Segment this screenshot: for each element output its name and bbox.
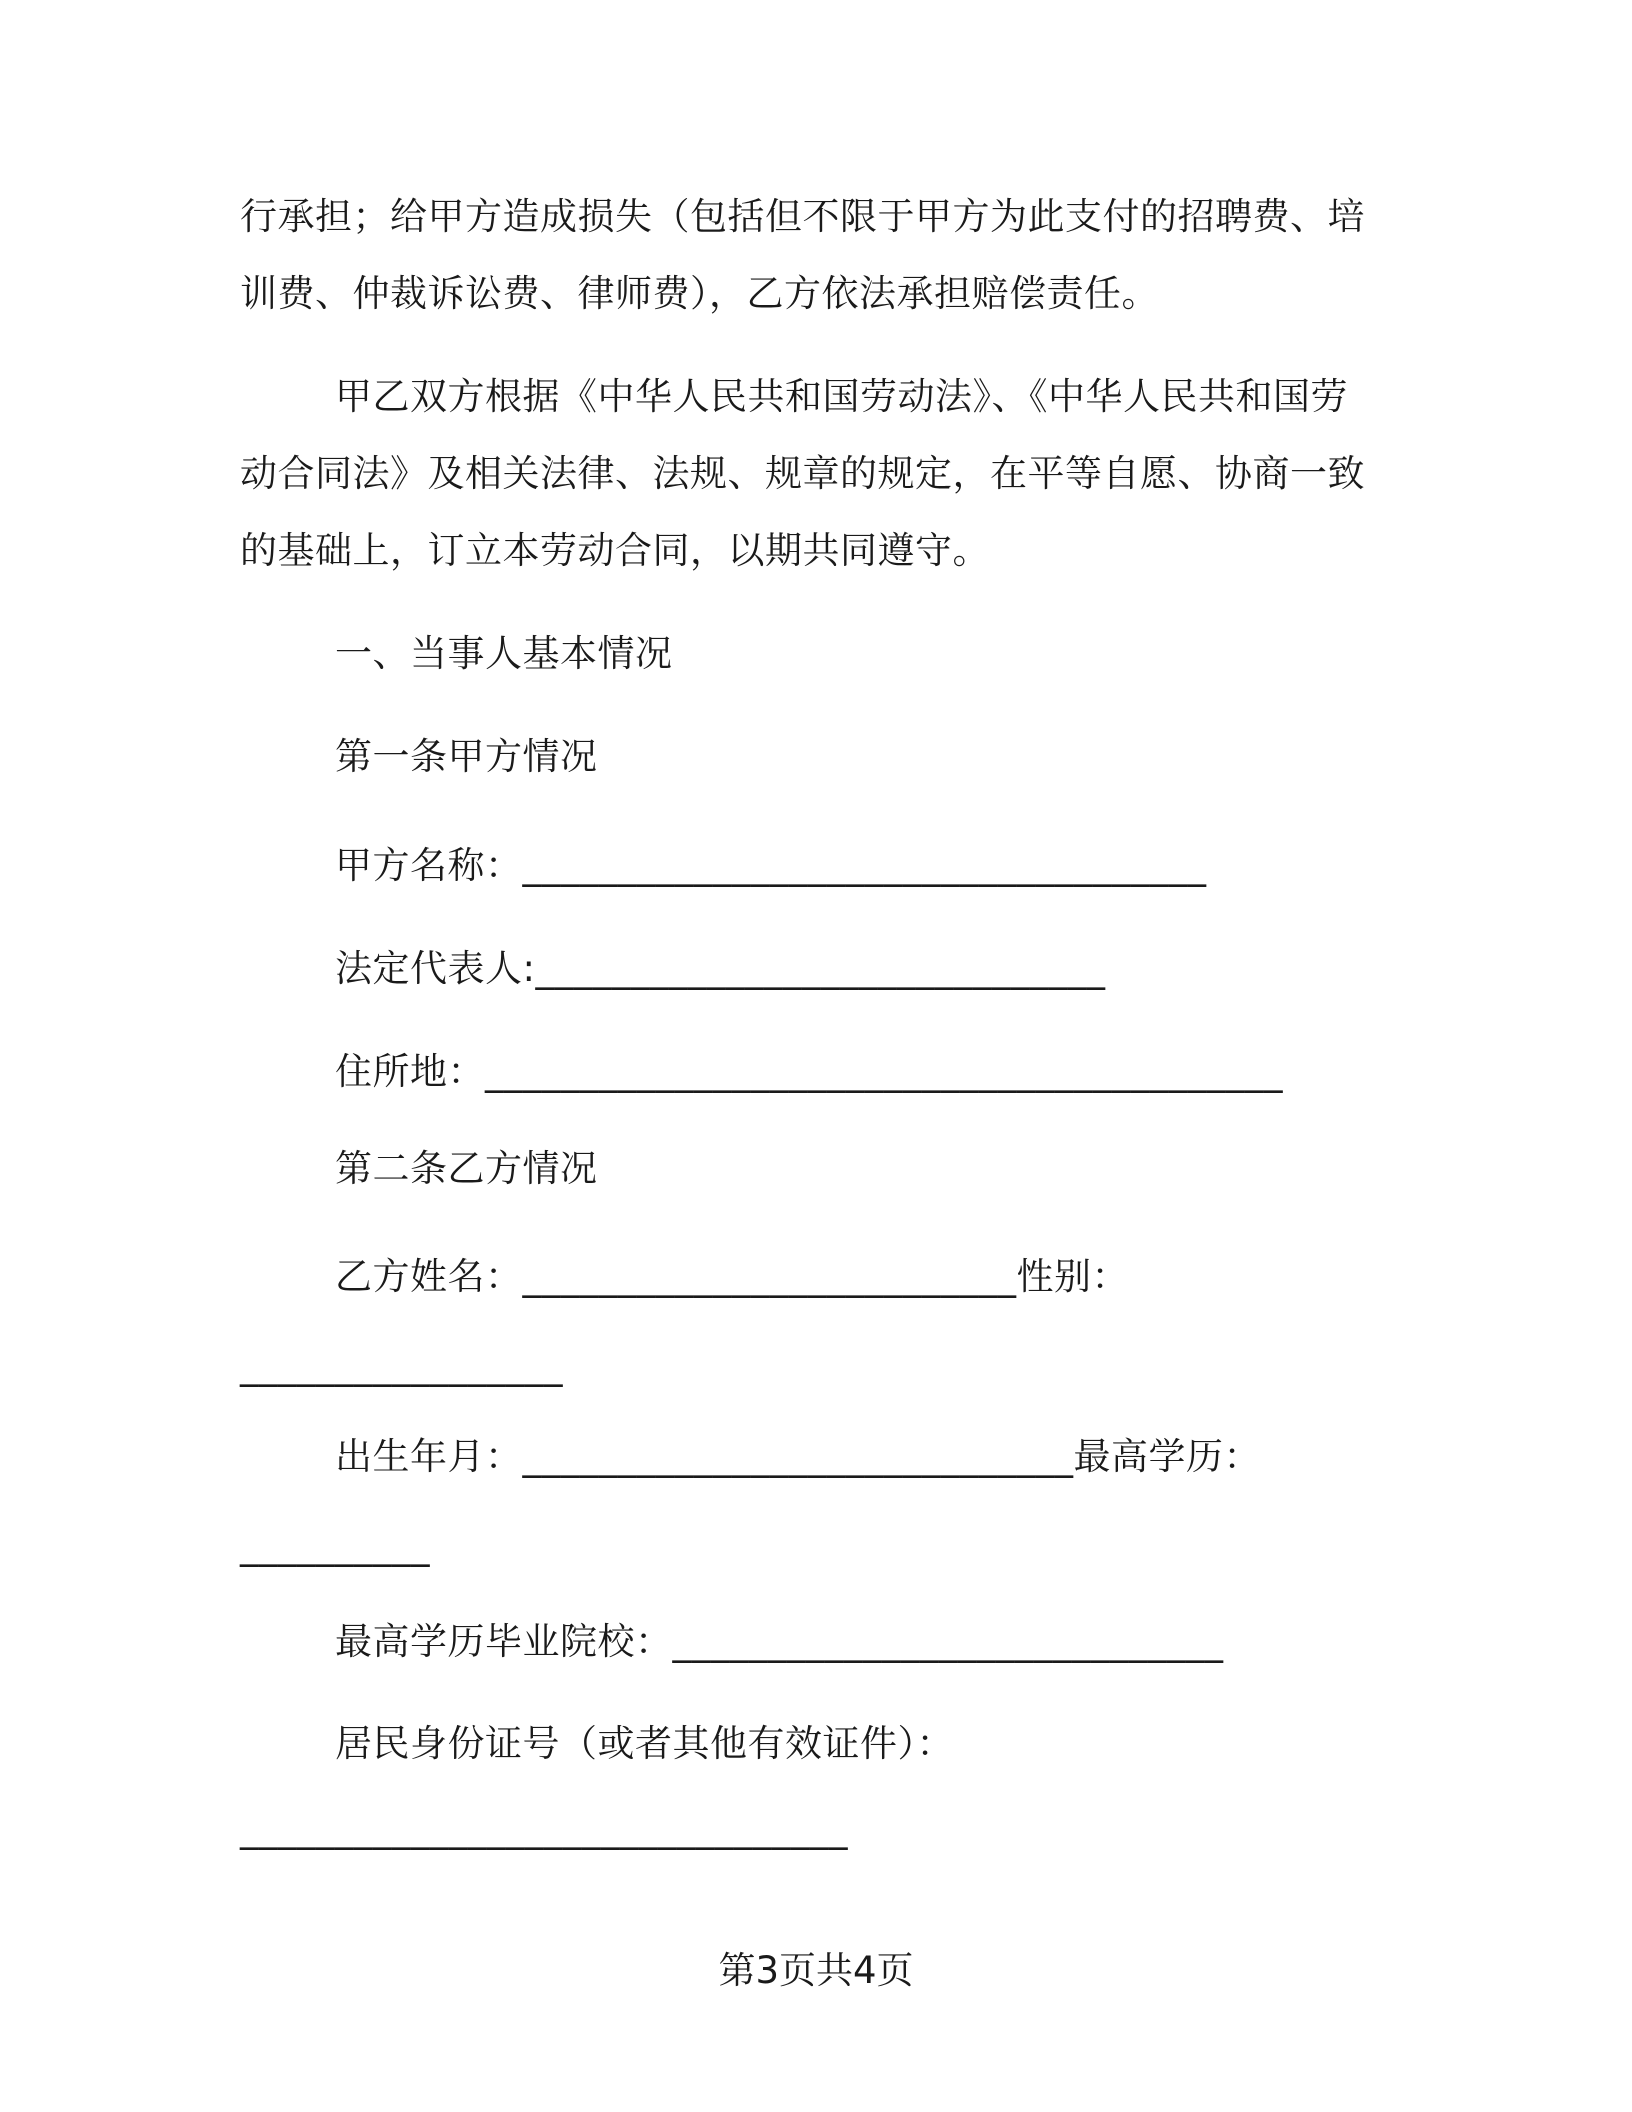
preamble-line-2: 动合同法》及相关法律、法规、规章的规定，在平等自愿、协商一致 [240, 452, 1365, 495]
preamble-line-1: 甲乙双方根据《中华人民共和国劳动法》、《中华人民共和国劳 [335, 375, 1348, 418]
address-field: 住所地：__________________________________________ [335, 1050, 1283, 1093]
gender-blank: _________________ [240, 1344, 563, 1387]
legal-representative-field: 法定代表人:______________________________ [335, 947, 1106, 990]
article-2-heading: 第二条乙方情况 [335, 1147, 598, 1190]
school-field: 最高学历毕业院校：_____________________________ [335, 1620, 1224, 1663]
liability-line-2: 训费、仲裁诉讼费、律师费），乙方依法承担赔偿责任。 [240, 272, 1159, 315]
liability-line-1: 行承担；给甲方造成损失（包括但不限于甲方为此支付的招聘费、培 [240, 195, 1365, 238]
page-number: 第3页共4页 [718, 1949, 914, 1992]
id-number-blank: ________________________________ [240, 1807, 848, 1850]
education-blank: __________ [240, 1524, 430, 1567]
section-heading: 一、当事人基本情况 [335, 632, 673, 675]
birth-education-field: 出生年月：_____________________________最高学历： [335, 1435, 1261, 1478]
party-a-name-field: 甲方名称：____________________________________ [335, 844, 1207, 887]
id-number-field: 居民身份证号（或者其他有效证件）： [335, 1722, 954, 1765]
party-b-name-gender-field: 乙方姓名：__________________________性别： [335, 1255, 1129, 1298]
article-1-heading: 第一条甲方情况 [335, 735, 598, 778]
preamble-line-3: 的基础上，订立本劳动合同，以期共同遵守。 [240, 529, 990, 572]
